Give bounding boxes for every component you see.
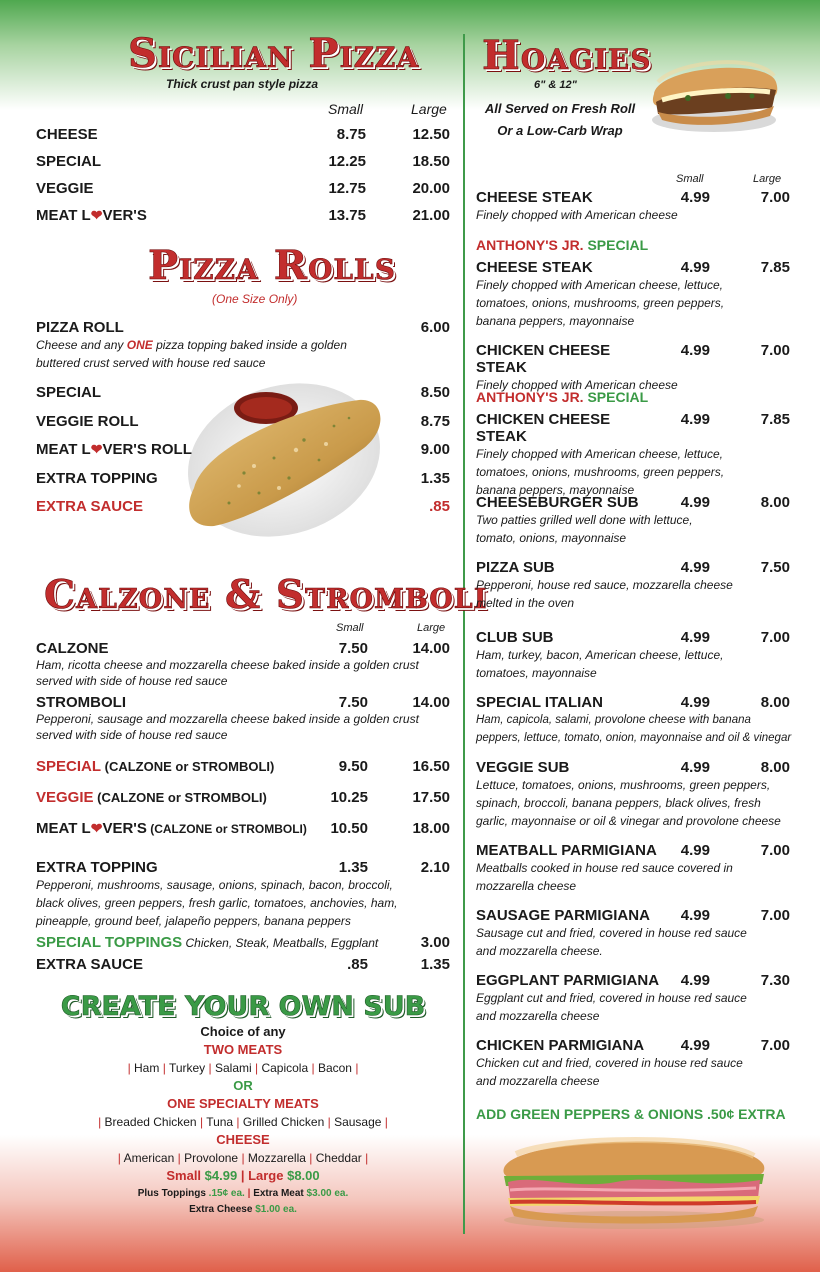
calzone-large-header: Large xyxy=(417,622,446,634)
hoagies-served: All Served on Fresh Roll Or a Low-Carb Wrap xyxy=(484,101,636,138)
calzone-title: Calzone & Stromboli xyxy=(44,572,488,618)
hoagie-item: PIZZA SUB 4.99 7.50 Pepperoni, house red sauce, mozzarella cheese melted in the oven xyxy=(476,559,790,610)
hoagie-item: ANTHONY'S JR. SPECIAL CHICKEN CHEESE STEAK 4.99 7.85 Finely chopped with American cheese, lettuce, tomatoes, onions, mushrooms, green peppers, banana peppers, mayonnaise xyxy=(476,389,790,497)
rolls-subtitle: (One Size Only) xyxy=(212,292,298,306)
meats-list: | Ham | Turkey | Salami | Capicola | Bacon | xyxy=(127,1061,359,1075)
two-meats-label: TWO MEATS xyxy=(203,1042,283,1057)
special-toppings xyxy=(36,934,450,951)
menu-row: EXTRA TOPPING 1.35 2.10 xyxy=(36,859,450,876)
stromboli-item: STROMBOLI 7.50 14.00 Pepperoni, sausage and mozzarella cheese baked inside a golden crust served with side of house red sauce xyxy=(36,694,450,742)
menu-row: PIZZA ROLL 6.00 xyxy=(36,319,450,336)
menu-row: PIZZA SUB 4.99 7.50 xyxy=(476,559,790,576)
hoagies-large-header: Large xyxy=(753,173,782,185)
menu-row: MEAT L❤VER'S ROLL 9.00 xyxy=(36,441,450,458)
hoagie-item: CLUB SUB 4.99 7.00 Ham, turkey, bacon, American cheese, lettuce, tomatoes, mayonnaise xyxy=(476,629,790,680)
menu-row: CHICKEN CHEESE STEAK 4.99 7.85 xyxy=(476,411,790,445)
calzone-extra-sauce xyxy=(36,956,450,973)
menu-row: SPECIAL (CALZONE or STROMBOLI) 9.50 16.50 xyxy=(36,758,450,775)
add-extra-note: ADD GREEN PEPPERS & ONIONS .50¢ EXTRA xyxy=(476,1106,786,1122)
create-sub-section xyxy=(36,990,450,1215)
menu-row: VEGGIE (CALZONE or STROMBOLI) 10.25 17.50 xyxy=(36,789,450,806)
hoagie-item: CHICKEN PARMIGIANA 4.99 7.00 Chicken cut and fried, covered in house red sauce and mozzarella cheese xyxy=(476,1037,790,1088)
sicilian-subtitle: Thick crust pan style pizza xyxy=(166,77,319,91)
hoagie-item: MEATBALL PARMIGIANA 4.99 7.00 Meatballs cooked in house red sauce covered in mozzarella cheese xyxy=(476,842,790,893)
menu-row: CLUB SUB 4.99 7.00 xyxy=(476,629,790,646)
hoagies-title: Hoagies xyxy=(482,32,652,79)
rolls-list xyxy=(36,384,450,527)
hoagie-item: CHICKEN CHEESE STEAK 4.99 7.00 Finely chopped with American cheese xyxy=(476,342,790,392)
menu-row: SPECIAL ITALIAN 4.99 8.00 xyxy=(476,694,790,711)
cheese-list: | American | Provolone | Mozzarella | Cheddar | xyxy=(117,1151,369,1165)
menu-row: VEGGIE ROLL 8.75 xyxy=(36,412,450,430)
menu-row: EXTRA SAUCE .85 1.35 xyxy=(36,956,450,973)
calzone-specials xyxy=(36,758,450,851)
sicilian-list xyxy=(36,126,450,234)
hoagies-sizes: 6" & 12" xyxy=(534,79,577,91)
heart-icon: ❤ xyxy=(90,207,103,223)
sicilian-small-header: Small xyxy=(328,101,364,117)
cheese-label: CHEESE xyxy=(216,1132,270,1147)
menu-row: VEGGIE 12.75 20.00 xyxy=(36,180,450,197)
calzone-item: CALZONE 7.50 14.00 Ham, ricotta cheese and mozzarella cheese baked inside a golden crust served with side of house red sauce xyxy=(36,640,450,688)
menu-row: CHEESEBURGER SUB 4.99 8.00 xyxy=(476,494,790,511)
menu-row: SAUSAGE PARMIGIANA 4.99 7.00 xyxy=(476,907,790,924)
specialty-label: ONE SPECIALTY MEATS xyxy=(167,1096,319,1111)
hoagie-item: CHEESEBURGER SUB 4.99 8.00 Two patties grilled well done with lettuce, tomato, onions, mayonnaise xyxy=(476,494,790,545)
hoagie-item: EGGPLANT PARMIGIANA 4.99 7.30 Eggplant cut and fried, covered in house red sauce and mozzarella cheese xyxy=(476,972,790,1023)
menu-row: CHEESE STEAK 4.99 7.85 xyxy=(476,259,790,276)
create-sub-title: CREATE YOUR OWN SUB xyxy=(60,991,426,1022)
calzone-extra-topping: EXTRA TOPPING 1.35 2.10 Pepperoni, mushrooms, sausage, onions, spinach, bacon, broccoli, black olives, green peppers, fresh garlic, tomatoes, anchovies, ham, pineapple, ground beef, jalapeño peppers, banana peppers xyxy=(36,859,450,928)
menu-row: MEAT L❤VER'S 13.75 21.00 xyxy=(36,207,450,224)
menu-row: EXTRA TOPPING 1.35 xyxy=(36,469,450,487)
heart-icon: ❤ xyxy=(90,820,103,836)
hoagie-item: SPECIAL ITALIAN 4.99 8.00 Ham, capicola, salami, provolone cheese with banana peppers, lettuce, tomato, onion, mayonnaise and oil & vinegar xyxy=(476,694,792,744)
extra-cheese-price: Extra Cheese $1.00 ea. xyxy=(189,1204,297,1215)
create-sub-choice: Choice of any xyxy=(200,1024,286,1039)
menu-row: EGGPLANT PARMIGIANA 4.99 7.30 xyxy=(476,972,790,989)
calzone-small-header: Small xyxy=(336,622,364,634)
menu-row: MEAT L❤VER'S (CALZONE or STROMBOLI) 10.50 18.00 xyxy=(36,820,450,837)
heart-icon: ❤ xyxy=(90,441,103,457)
sicilian-large-header: Large xyxy=(411,101,447,117)
menu-row: SPECIAL TOPPINGS Chicken, Steak, Meatballs, Eggplant 3.00 xyxy=(36,934,450,951)
hoagie-item: CHEESE STEAK 4.99 7.00 Finely chopped with American cheese xyxy=(476,189,790,222)
cheese-steak-image xyxy=(648,46,782,136)
menu-row: CALZONE 7.50 14.00 xyxy=(36,640,450,657)
or-label: OR xyxy=(233,1078,253,1093)
sub-sandwich-image xyxy=(496,1128,772,1230)
menu-row: EXTRA SAUCE .85 xyxy=(36,498,450,515)
column-divider xyxy=(463,34,465,1234)
sub-prices: Small $4.99 | Large $8.00 xyxy=(166,1168,320,1183)
pizza-roll-desc: Cheese and any ONE pizza topping baked inside a golden buttered crust served with house red sauce xyxy=(36,338,347,370)
menu-row: CHICKEN CHEESE STEAK 4.99 7.00 xyxy=(476,342,790,376)
hoagie-item: ANTHONY'S JR. SPECIAL CHEESE STEAK 4.99 7.85 Finely chopped with American cheese, lettuce, tomatoes, onions, mushrooms, green peppers, banana peppers, mayonnaise xyxy=(476,237,790,328)
hoagies-small-header: Small xyxy=(676,173,704,185)
rolls-title: Pizza Rolls xyxy=(148,242,396,289)
specialty-list: | Breaded Chicken | Tuna | Grilled Chicken | Sausage | xyxy=(98,1115,388,1129)
pizza-roll-item xyxy=(36,319,450,372)
sicilian-title: Sicilian Pizza xyxy=(128,30,420,77)
menu-row: STROMBOLI 7.50 14.00 xyxy=(36,694,450,711)
menu-row: VEGGIE SUB 4.99 8.00 xyxy=(476,759,790,776)
toppings-prices: Plus Toppings .15¢ ea. | Extra Meat $3.00 ea. xyxy=(137,1188,349,1199)
hoagie-item: VEGGIE SUB 4.99 8.00 Lettuce, tomatoes, onions, mushrooms, green peppers, spinach, broccoli, banana peppers, black olives, fresh garlic, mayonnaise or oil & vinegar and provolone cheese xyxy=(476,759,790,828)
menu-row: MEATBALL PARMIGIANA 4.99 7.00 xyxy=(476,842,790,859)
hoagie-item: SAUSAGE PARMIGIANA 4.99 7.00 Sausage cut and fried, covered in house red sauce and mozzarella cheese. xyxy=(476,907,790,958)
menu-row: SPECIAL 12.25 18.50 xyxy=(36,153,450,170)
menu-row: SPECIAL 8.50 xyxy=(36,384,450,401)
menu-row: CHEESE STEAK 4.99 7.00 xyxy=(476,189,790,206)
menu-row: CHEESE 8.75 12.50 xyxy=(36,126,450,143)
menu-row: CHICKEN PARMIGIANA 4.99 7.00 xyxy=(476,1037,790,1054)
